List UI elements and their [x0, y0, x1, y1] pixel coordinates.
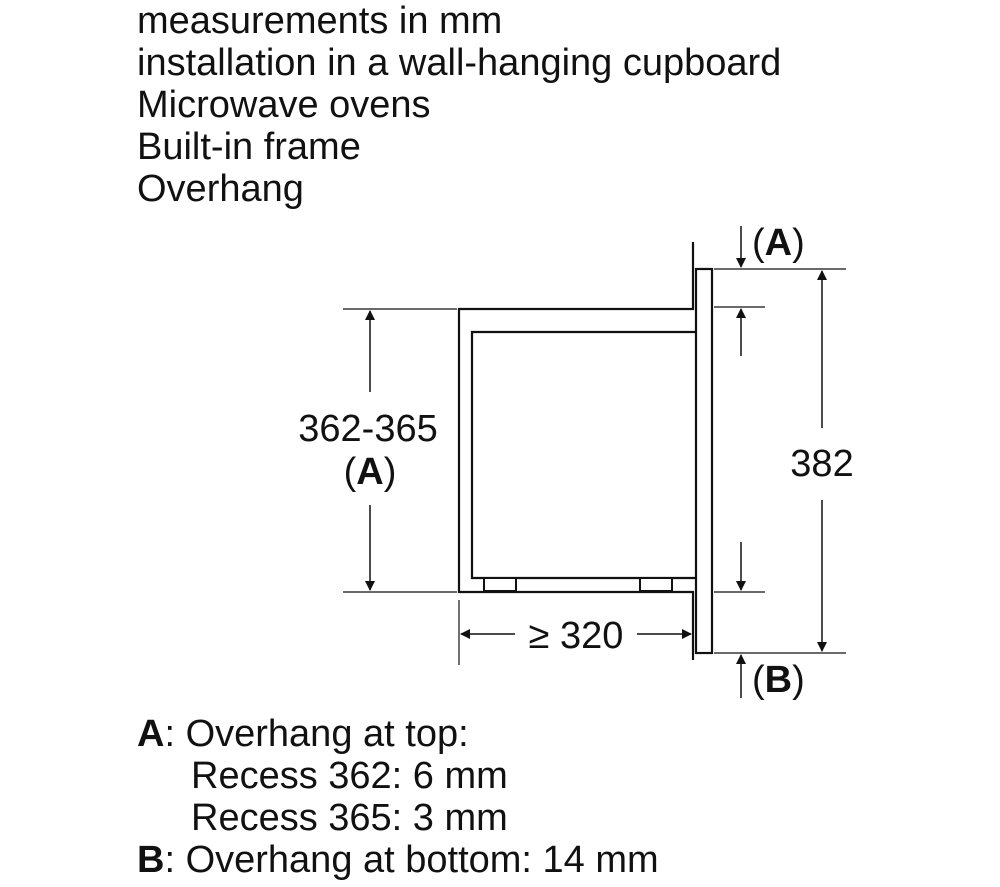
header-line-units: measurements in mm: [137, 0, 503, 42]
legend-a-row: [137, 713, 659, 755]
legend-b-key: B: [137, 839, 165, 881]
left-dim-value: 362-365: [298, 408, 438, 450]
left-dim-tag: (A): [343, 451, 397, 493]
cupboard-outline: [459, 242, 693, 660]
header-line-frame: Built-in frame: [137, 126, 361, 168]
right-dim-value: 382: [790, 443, 854, 485]
header-line-overhang: Overhang: [137, 168, 304, 210]
depth-dim-value: ≥ 320: [528, 615, 624, 657]
legend-a-key: A: [137, 713, 165, 755]
header-line-installation: installation in a wall-hanging cupboard: [137, 42, 782, 84]
legend-a-line1: Recess 362: 6 mm: [191, 755, 508, 797]
legend-b-row: [137, 839, 659, 881]
microwave-foot-right: [640, 578, 672, 591]
microwave-foot-left: [484, 578, 516, 591]
header-line-product: Microwave ovens: [137, 84, 431, 126]
bottom-overhang-marker: (B): [752, 659, 805, 701]
top-overhang-marker: (A): [752, 222, 805, 264]
legend-a-line2: Recess 365: 3 mm: [191, 797, 508, 839]
legend: [137, 713, 659, 881]
microwave-body: [472, 332, 696, 578]
built-in-frame: [696, 269, 712, 653]
legend-b-text: : Overhang at bottom: 14 mm: [164, 839, 659, 881]
legend-a-text: : Overhang at top:: [164, 713, 469, 755]
